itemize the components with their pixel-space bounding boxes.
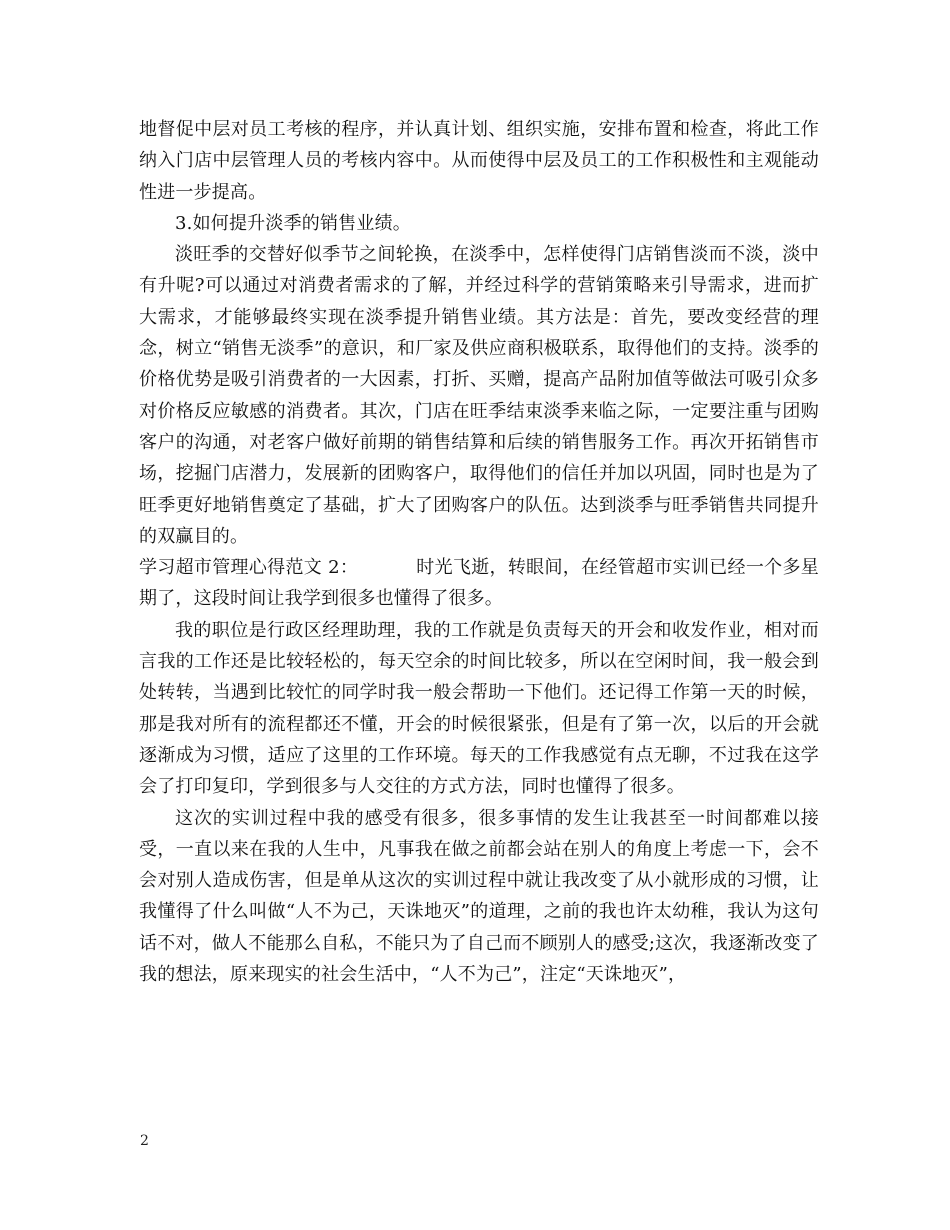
paragraph-subheading: 3.如何提升淡季的销售业绩。	[175, 212, 411, 234]
paragraph-off-season-sales: 淡旺季的交替好似季节之间轮换，在淡季中，怎样使得门店销售淡而不淡，淡中有升呢?可以通过对消费者需求的了解，并经过科学的营销策略来引导需求，进而扩大需求，才能够最终实现在淡季提升销售业绩。其方法是：首先，要改变经营的理念，树立“销售无淡季”的意识，和厂家及供应商积极联系，取得他们的支持。淡季的价格优势是吸引消费者的一大因素，打折、买赠，提高产品附加值等做法可吸引众多对价格反应敏感的消费者。其次，门店在旺季结束淡季来临之际，一定要注重与团购客户的沟通，对老客户做好前期的销售结算和后续的销售服务工作。再次开拓销售市场，挖掘门店潜力，发展新的团购客户，取得他们的信任并加以巩固，同时也是为了旺季更好地销售奠定了基础，扩大了团购客户的队伍。达到淡季与旺季销售共同提升的双赢目的。	[139, 244, 819, 547]
body-text	[139, 114, 819, 990]
section-intro-paragraph	[139, 552, 819, 615]
page-number: 2	[140, 1133, 149, 1149]
section-lead: 时光飞逝，转眼间，在经管超市实训已经一个多星期了，这段时间让我学到很多也懂得了很多。	[139, 557, 819, 610]
paragraph-training-reflection: 这次的实训过程中我的感受有很多，很多事情的发生让我甚至一时间都难以接受，一直以来在我的人生中，凡事我在做之前都会站在别人的角度上考虑一下，会不会对别人造成伤害，但是单从这次的实训过程中就让我改变了从小就形成的习惯，让我懂得了什么叫做“人不为己，天诛地灭”的道理，之前的我也许太幼稚，我认为这句话不对，做人不能那么自私，不能只为了自己而不顾别人的感受;这次，我逐渐改变了我的想法，原来现实的社会生活中，“人不为己”，注定“天诛地灭”，	[139, 807, 819, 986]
section-heading: 学习超市管理心得范文 2：	[139, 557, 359, 579]
paragraph-job-duties: 我的职位是行政区经理助理，我的工作就是负责每天的开会和收发作业，相对而言我的工作还是比较轻松的，每天空余的时间比较多，所以在空闲时间，我一般会到处转转，当遇到比较忙的同学时我一般会帮助一下他们。还记得工作第一天的时候，那是我对所有的流程都还不懂，开会的时候很紧张，但是有了第一次，以后的开会就逐渐成为习惯，适应了这里的工作环境。每天的工作我感觉有点无聊，不过我在这学会了打印复印，学到很多与人交往的方式方法，同时也懂得了很多。	[139, 619, 819, 798]
paragraph-continued: 地督促中层对员工考核的程序，并认真计划、组织实施，安排布置和检查，将此工作纳入门店中层管理人员的考核内容中。从而使得中层及员工的工作积极性和主观能动性进一步提高。	[139, 119, 819, 203]
